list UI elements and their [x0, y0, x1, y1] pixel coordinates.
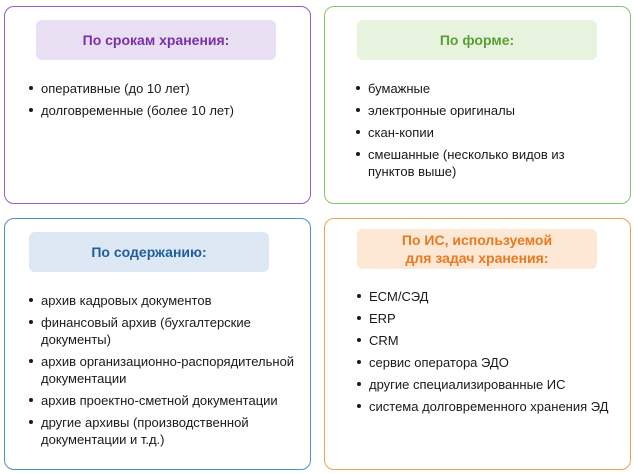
header-line: для задач хранения: — [405, 250, 549, 266]
list-item: система долговременного хранения ЭД — [357, 398, 627, 415]
information-system-header — [357, 229, 597, 269]
list-item: ERP — [357, 310, 627, 327]
retention-period-list — [29, 80, 299, 124]
form-card — [324, 6, 631, 204]
list-item: скан-копии — [356, 124, 606, 141]
list-item: другие специализированные ИС — [357, 376, 627, 393]
content-header: По содержанию: — [29, 232, 269, 272]
list-item: другие архивы (производственной документации и т.д.) — [29, 414, 304, 448]
list-item: архив организационно-распорядительной документации — [29, 353, 304, 387]
information-system-list — [357, 288, 627, 420]
header-line: По ИС, используемой — [401, 232, 553, 248]
list-item: бумажные — [356, 80, 606, 97]
list-item: электронные оригиналы — [356, 102, 606, 119]
content-list — [29, 292, 304, 453]
list-item: долговременные (более 10 лет) — [29, 102, 299, 119]
retention-period-header: По срокам хранения: — [36, 20, 276, 60]
list-item: архив проектно-сметной документации — [29, 392, 304, 409]
list-item: финансовый архив (бухгалтерские документы) — [29, 314, 304, 348]
list-item: сервис оператора ЭДО — [357, 354, 627, 371]
content-card — [4, 218, 311, 470]
list-item: ECM/СЭД — [357, 288, 627, 305]
list-item: архив кадровых документов — [29, 292, 304, 309]
form-list — [356, 80, 606, 185]
list-item: смешанные (несколько видов из пунктов выше) — [356, 146, 606, 180]
information-system-card — [324, 218, 631, 470]
form-header: По форме: — [357, 20, 597, 60]
retention-period-card — [4, 6, 311, 204]
list-item: оперативные (до 10 лет) — [29, 80, 299, 97]
list-item: CRM — [357, 332, 627, 349]
